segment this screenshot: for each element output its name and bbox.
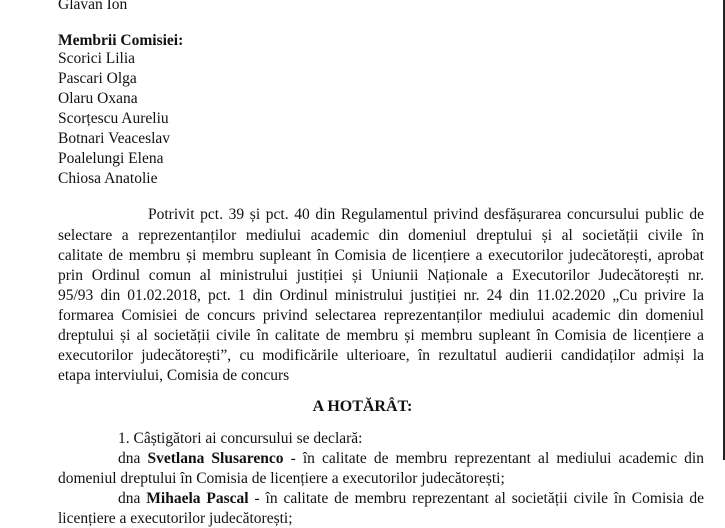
paragraph-line: dreptului și al societății civile în calitate de membru și membru supleant în Comisia de licențiere a bbox=[58, 327, 704, 344]
top-name: Glavan Ion bbox=[58, 0, 128, 13]
winner-name: Mihaela Pascal bbox=[146, 490, 249, 507]
winner-2-line-1: dna Mihaela Pascal - în calitate de membru reprezentant al societății civile în Comisia de bbox=[118, 490, 704, 507]
point-1: 1. Câștigători ai concursului se declară: bbox=[118, 430, 363, 447]
member-name: Chiosa Anatolie bbox=[58, 170, 158, 187]
member-name: Scorțescu Aureliu bbox=[58, 110, 169, 127]
winner-2-line-2: licențiere a executorilor judecătorești; bbox=[58, 510, 293, 527]
member-name: Poalelungi Elena bbox=[58, 150, 164, 167]
paragraph-line: executorilor judecătorești”, cu modificările ulterioare, în rezultatul audierii candidaților admiși la bbox=[58, 347, 704, 364]
paragraph-line: formarea Comisiei de concurs privind selectarea reprezentanților mediului academic din domeniul bbox=[58, 307, 704, 324]
paragraph-line: calitate de membru și membru supleant în Comisia de licențiere a executorilor judecătorești, aprobat bbox=[58, 247, 704, 264]
winner-1-line-2: domeniul dreptului în Comisia de licențiere a executorilor judecătorești; bbox=[58, 470, 505, 487]
winner-1-line-1: dna Svetlana Slusarenco - în calitate de membru reprezentant al mediului academic din bbox=[118, 450, 704, 467]
paragraph-line: 95/93 din 01.02.2018, pct. 1 din Ordinul ministrului justiției nr. 24 din 11.02.2020 „Cu privire la bbox=[58, 287, 704, 304]
member-name: Botnari Veaceslav bbox=[58, 130, 171, 147]
member-name: Scorici Lilia bbox=[58, 50, 136, 67]
decision-heading: A HOTĂRÂT: bbox=[312, 398, 413, 415]
paragraph-line: selectare a reprezentanților mediului academic din domeniul dreptului și al societății civile în bbox=[58, 227, 704, 244]
paragraph-line: Potrivit pct. 39 și pct. 40 din Regulamentul privind desfășurarea concursului public de bbox=[148, 206, 704, 223]
paragraph-line: etapa interviului, Comisia de concurs bbox=[58, 367, 290, 384]
member-name: Olaru Oxana bbox=[58, 90, 138, 107]
member-name: Pascari Olga bbox=[58, 70, 137, 87]
members-heading: Membrii Comisiei: bbox=[58, 32, 184, 49]
winner-name: Svetlana Slusarenco bbox=[147, 450, 284, 467]
paragraph-line: prin Ordinul comun al ministrului justiției și Uniunii Naționale a Executorilor Judecătorești nr. bbox=[58, 267, 704, 284]
